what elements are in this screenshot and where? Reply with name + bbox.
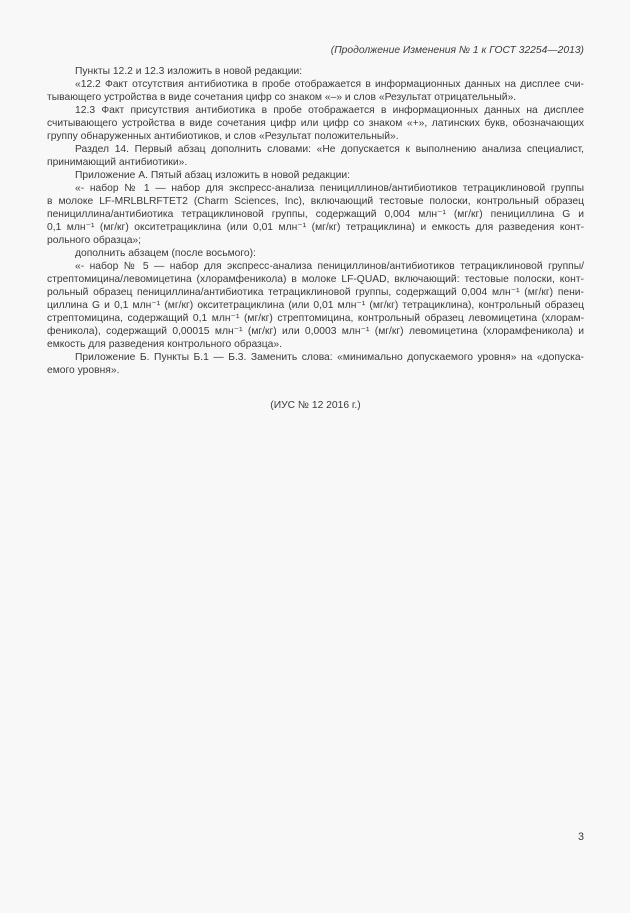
text-line: принимающий антибиотики».: [47, 157, 188, 168]
paragraph: [47, 182, 584, 247]
paragraph: [47, 351, 584, 377]
text-line: рольного образца»;: [47, 235, 142, 246]
ius-reference: (ИУС № 12 2016 г.): [270, 400, 361, 411]
paragraph: [47, 78, 584, 104]
page-number: 3: [577, 831, 584, 843]
document-content: [47, 44, 584, 412]
text-line: пенициллина/антибиотика тетрациклиновой группы, содержащий 0,004 млн⁻¹ (мг/кг) пенициллина G и: [47, 209, 584, 220]
text-line: феникола), содержащий 0,00015 млн⁻¹ (мг/кг) или 0,0003 млн⁻¹ (мг/кг) левомицетина (хлорамфеникола) и: [47, 326, 584, 337]
paragraph: [47, 104, 584, 143]
text-line: стрептомицина/левомицетина (хлорамфеникола) в молоке LF-QUAD, включающий: тестовые полоски, конт-: [47, 274, 584, 285]
text-line: Пункты 12.2 и 12.3 изложить в новой редакции:: [75, 66, 303, 77]
text-line: стрептомицина, содержащий 0,1 млн⁻¹ (мг/кг) стрептомицина, контрольный образец левомицетина (хлорам-: [47, 313, 584, 324]
text-line: дополнить абзацем (после восьмого):: [75, 248, 256, 259]
text-line: тывающего устройства в виде сочетания цифр со знаком «–» и слов «Результат отрицательный».: [47, 92, 517, 103]
paragraph: [47, 169, 584, 182]
text-line: в молоке LF-MRLBLRFTET2 (Charm Sciences, Inc), включающий тестовые полоски, контрольный образец: [47, 196, 584, 207]
text-line: Раздел 14. Первый абзац дополнить словами: «Не допускается к выполнению анализа специалист,: [75, 144, 584, 155]
text-line: Приложение А. Пятый абзац изложить в новой редакции:: [75, 170, 350, 181]
text-line: «- набор № 5 — набор для экспресс-анализа пенициллинов/антибиотиков тетрациклиновой группы/: [75, 261, 584, 272]
text-line: 12.3 Факт присутствия антибиотика в пробе отображается в информационных данных на дисплее: [75, 105, 584, 116]
text-line: «- набор № 1 — набор для экспресс-анализа пенициллинов/антибиотиков тетрациклиновой группы: [75, 183, 584, 194]
continuation-header-note: (Продолжение Изменения № 1 к ГОСТ 32254—2013): [330, 45, 584, 56]
text-line: считывающего устройства в виде сочетания цифр или цифр со знаком «+», латинских букв, обозначающих: [47, 118, 584, 129]
text-line: Приложение Б. Пункты Б.1 — Б.3. Заменить слова: «минимально допускаемого уровня» на «допуска-: [75, 352, 584, 363]
text-line: емкость для разведения контрольного образца».: [47, 339, 282, 350]
paragraph: [47, 143, 584, 169]
text-line: емого уровня».: [47, 365, 120, 376]
text-line: 0,1 млн⁻¹ (мг/кг) окситетрациклина (или 0,01 млн⁻¹ (мг/кг) тетрациклина) и емкость для разведения конт-: [47, 222, 584, 233]
paragraph: [47, 247, 584, 260]
paragraph: [47, 65, 584, 78]
text-line: «12.2 Факт отсутствия антибиотика в пробе отображается в информационных данных на дисплее счи-: [75, 79, 584, 90]
text-line: рольный образец пенициллина/антибиотика тетрациклиновой группы, содержащий 0,004 млн⁻¹ (мг/кг) пени-: [47, 287, 584, 298]
paragraph: [47, 260, 584, 351]
text-line: группу обнаруженных антибиотиков, и слов «Результат положительный».: [47, 131, 399, 142]
text-line: циллина G и 0,1 млн⁻¹ (мг/кг) окситетрациклина (или 0,01 млн⁻¹ (мг/кг) тетрациклина), контрольный образец: [47, 300, 584, 311]
